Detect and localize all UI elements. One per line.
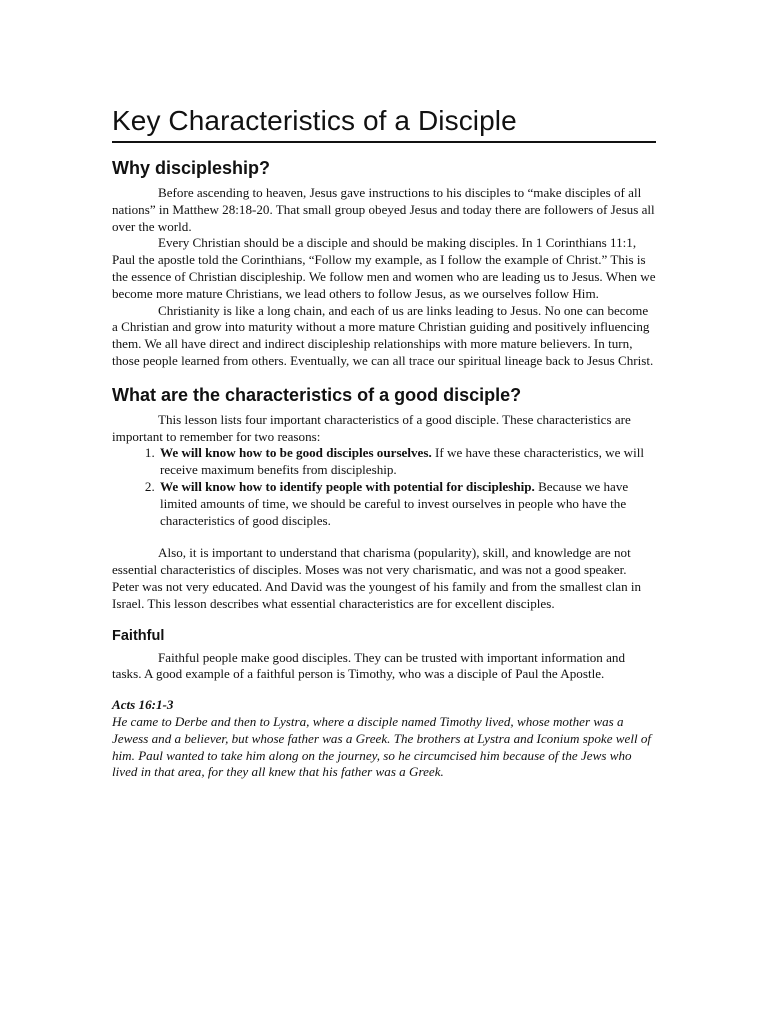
verse-reference: Acts 16:1-3 — [112, 697, 174, 713]
why-paragraph-1: Before ascending to heaven, Jesus gave instructions to his disciples to “make disciples of all nations” in Matthew 28:18-20. That small group obeyed Jesus and today there are followers of Jesus all over the world. — [112, 185, 655, 234]
also-paragraph: Also, it is important to understand that charisma (popularity), skill, and knowledge are not essential characteristics of disciples. Moses was not very charismatic, and was not a good speaker. Peter was not very educated. And David was the youngest of his family and from the smallest clan in Israel. This lesson describes what essential characteristics are for excellent disciples. — [112, 545, 642, 611]
why-paragraph-3: Christianity is like a long chain, and each of us are links leading to Jesus. No one can become a Christian and grow into maturity without a more mature Christian guiding and positively influencing them. We all have direct and indirect discipleship relationships with more mature believers. In turn, those people learned from others. Eventually, we can all trace our spiritual lineage back to Jesus Christ. — [112, 302, 654, 368]
reasons-list — [112, 445, 656, 529]
faithful-paragraph: Faithful people make good disciples. They can be trusted with important information and tasks. A good example of a faithful person is Timothy, who was a disciple of Paul the Apostle. — [112, 649, 626, 682]
document-page — [112, 104, 656, 781]
reason-item-1 — [158, 445, 656, 479]
faithful-heading: Faithful — [112, 627, 165, 644]
document-title: Key Characteristics of a Disciple — [112, 104, 656, 143]
paragraph-spacer — [112, 529, 656, 545]
reason-2-bold: We will know how to identify people with potential for discipleship. — [160, 478, 535, 494]
reason-item-2 — [158, 479, 656, 529]
reason-2-text: Because we have limited amounts of time, we should be careful to invest ourselves in people who have the characteristics of good disciples. — [160, 478, 629, 528]
why-discipleship-heading: Why discipleship? — [112, 158, 271, 178]
characteristics-heading: What are the characteristics of a good disciple? — [112, 384, 522, 405]
why-paragraph-2: Every Christian should be a disciple and should be making disciples. In 1 Corinthians 11:1, Paul the apostle told the Corinthians, “Follow my example, as I follow the example of Christ.” This is the essence of Christian discipleship. We follow men and women who are leading us to Jesus. When we become more mature Christians, we lead others to follow Jesus, as we ourselves follow Him. — [112, 235, 656, 301]
reason-1-text: If we have these characteristics, we will receive maximum benefits from discipleship. — [160, 445, 645, 478]
reason-1-bold: We will know how to be good disciples ourselves. — [160, 445, 432, 461]
verse-text: He came to Derbe and then to Lystra, where a disciple named Timothy lived, whose mother was a Jewess and a believer, but whose father was a Greek. The brothers at Lystra and Iconium spoke well of him. Paul wanted to take him along on the journey, so he circumcised him because of the Jews who lived in that area, for they all knew that his father was a Greek. — [112, 713, 652, 780]
characteristics-intro: This lesson lists four important characteristics of a good disciple. These characteristics are important to remember for two reasons: — [112, 411, 631, 444]
